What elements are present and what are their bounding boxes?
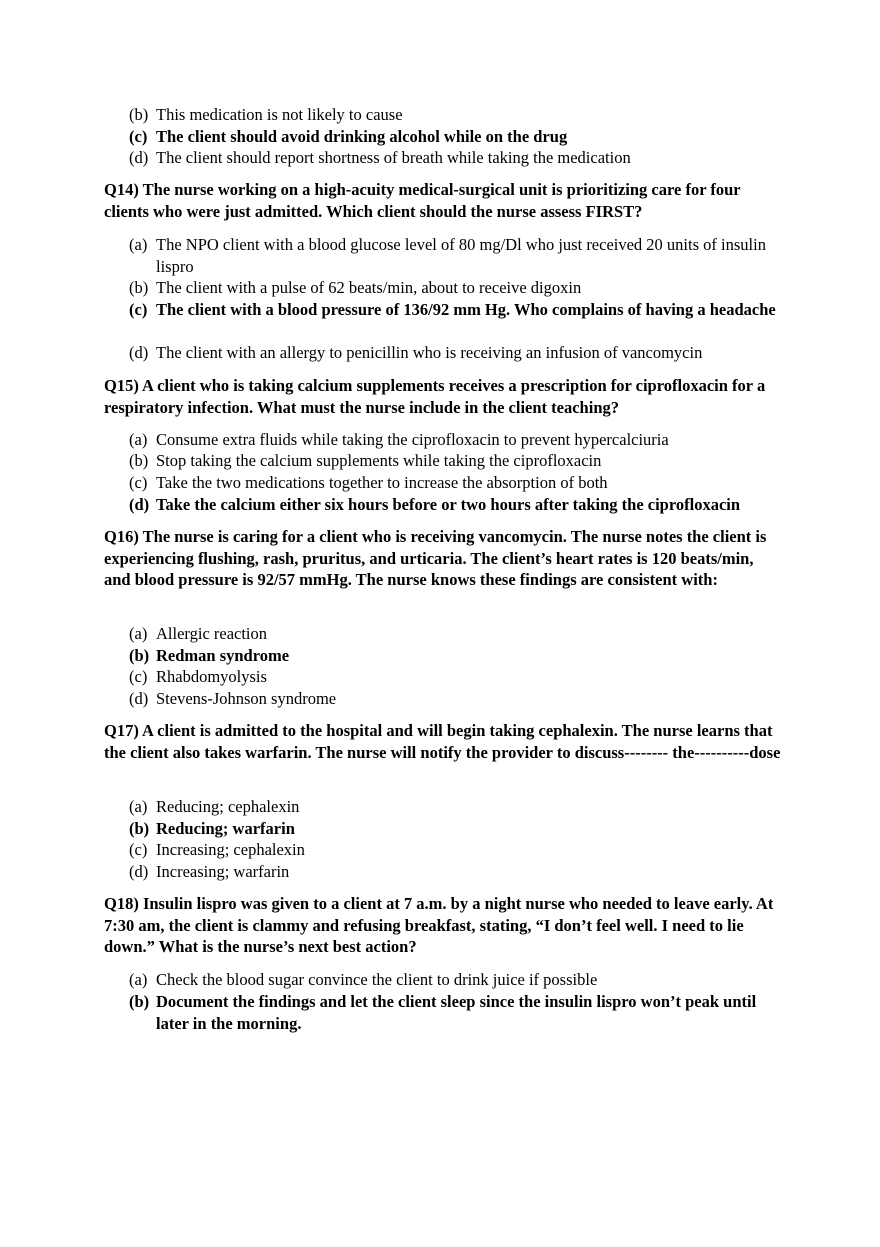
question-stem-q17: Q17) A client is admitted to the hospital and will begin taking cephalexin. The nurse learns that the client also takes warfarin. The nurse will notify the provider to discuss-------- the----------dose (104, 721, 781, 762)
q16-option-b: (b) Redman syndrome (129, 646, 290, 665)
q14-option-d: (d) The client with an allergy to penicillin who is receiving an infusion of vancomycin (129, 343, 703, 362)
q14-option-b: (b) The client with a pulse of 62 beats/min, about to receive digoxin (129, 278, 582, 297)
q16-option-c: (c) Rhabdomyolysis (129, 667, 267, 686)
question-stem-q16: Q16) The nurse is caring for a client who is receiving vancomycin. The nurse notes the client is experiencing flushing, rash, pruritus, and urticaria. The client’s heart rates is 120 beats/min, and blood pressure is 92/57 mmHg. The nurse knows these findings are consistent with: (104, 527, 767, 589)
q18-option-a: (a) Check the blood sugar convince the client to drink juice if possible (129, 970, 598, 989)
q15-option-d: (d) Take the calcium either six hours before or two hours after taking the ciprofloxacin (129, 495, 741, 514)
q16-option-a: (a) Allergic reaction (129, 624, 268, 643)
carryover-option-d: (d) The client should report shortness of breath while taking the medication (129, 148, 631, 167)
q14-option-a: (a) The NPO client with a blood glucose level of 80 mg/Dl who just received 20 units of insulin lispro (129, 235, 766, 276)
q15-option-b: (b) Stop taking the calcium supplements while taking the ciprofloxacin (129, 451, 602, 470)
q14-option-c: (c) The client with a blood pressure of 136/92 mm Hg. Who complains of having a headache (129, 300, 776, 319)
q18-option-b: (b) Document the findings and let the client sleep since the insulin lispro won’t peak until later in the morning. (129, 992, 757, 1033)
question-stem-q14: Q14) The nurse working on a high-acuity medical-surgical unit is prioritizing care for four clients who were just admitted. Which client should the nurse assess FIRST? (104, 180, 741, 221)
carryover-option-c: (c) The client should avoid drinking alcohol while on the drug (129, 127, 568, 146)
q17-option-b: (b) Reducing; warfarin (129, 819, 295, 838)
q15-option-a: (a) Consume extra fluids while taking the ciprofloxacin to prevent hypercalciuria (129, 430, 669, 449)
carryover-option-b: (b) This medication is not likely to cause (129, 105, 403, 124)
question-stem-q15: Q15) A client who is taking calcium supplements receives a prescription for ciprofloxacin for a respiratory infection. What must the nurse include in the client teaching? (104, 376, 766, 417)
q16-option-d: (d) Stevens-Johnson syndrome (129, 689, 337, 708)
q17-option-a: (a) Reducing; cephalexin (129, 797, 300, 816)
q17-option-d: (d) Increasing; warfarin (129, 862, 290, 881)
question-stem-q18: Q18) Insulin lispro was given to a client at 7 a.m. by a night nurse who needed to leave early. At 7:30 am, the client is clammy and refusing breakfast, stating, “I don’t feel well. I need to lie down.” What is the nurse’s next best action? (104, 894, 774, 956)
q15-option-c: (c) Take the two medications together to increase the absorption of both (129, 473, 608, 492)
q17-option-c: (c) Increasing; cephalexin (129, 840, 305, 859)
